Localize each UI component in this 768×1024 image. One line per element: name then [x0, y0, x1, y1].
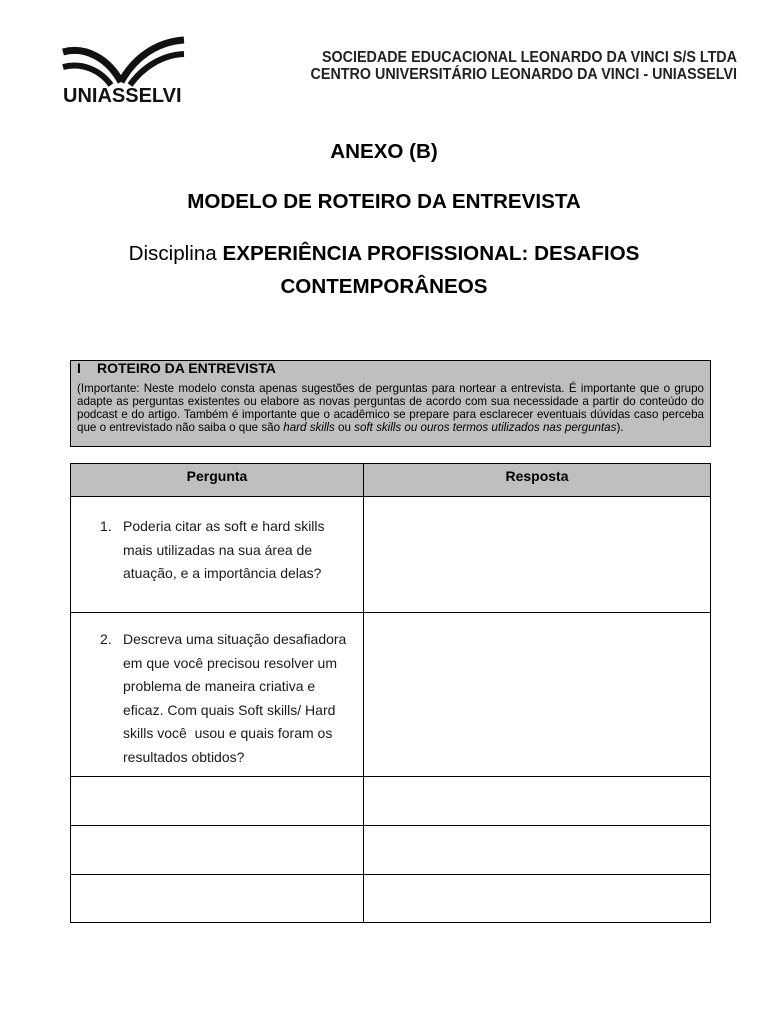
institution-name-line2: CENTRO UNIVERSITÁRIO LEONARDO DA VINCI - UNIASSELVI — [310, 66, 737, 83]
discipline-name: EXPERIÊNCIA PROFISSIONAL: DESAFIOS CONTEMPORÂNEOS — [222, 241, 640, 298]
note-italic-term: hard skills — [283, 420, 335, 434]
question-cell — [71, 497, 364, 613]
instructions-box — [70, 360, 711, 447]
note-text-part: ou — [334, 420, 355, 434]
question-cell — [71, 613, 364, 777]
question-text: Descreva uma situação desafiadora em que você precisou resolver um problema de maneira criativa e eficaz. Com quais Soft skills/ Hard skills você usou e quais foram os resultados obtidos? — [123, 631, 351, 765]
table-row — [71, 826, 711, 875]
answer-cell — [364, 613, 711, 777]
question-text: Poderia citar as soft e hard skills mais utilizadas na sua área de atuação, e a importância delas? — [123, 518, 329, 582]
answer-cell — [364, 875, 711, 923]
question-number: 1. — [100, 518, 112, 535]
note-text-part: (Importante: Neste modelo consta apenas sugestões de perguntas para nortear a entrevista. É importante que o grupo adapte as perguntas existentes ou elabore as novas perguntas de acordo com sua necessidade a partir do conteúdo do podcast e do artigo. Também é importante que o acadêmico se prepare para esclarecer eventuais dúvidas caso perceba que o entrevistado não saiba o que são — [77, 381, 704, 434]
table-row — [71, 777, 711, 826]
section-title: ROTEIRO DA ENTREVISTA — [97, 360, 276, 376]
table-row — [71, 875, 711, 923]
answer-cell — [364, 826, 711, 875]
table-row — [71, 613, 711, 777]
interview-table — [70, 463, 711, 923]
table-header-row — [71, 464, 711, 497]
question-cell — [71, 777, 364, 826]
instructions-note — [77, 382, 704, 434]
discipline-label: Disciplina — [128, 241, 217, 265]
note-text-part: ). — [616, 420, 624, 434]
institution-name-line1: SOCIEDADE EDUCACIONAL LEONARDO DA VINCI S/S LTDA — [321, 49, 737, 66]
answer-cell — [364, 777, 711, 826]
column-header-question: Pergunta — [71, 464, 364, 497]
logo-wordmark: UNIASSELVI — [63, 85, 182, 107]
table-row — [71, 497, 711, 613]
answer-cell — [364, 497, 711, 613]
document-title: MODELO DE ROTEIRO DA ENTREVISTA — [187, 190, 581, 213]
discipline-heading — [84, 237, 684, 303]
column-header-answer: Resposta — [364, 464, 711, 497]
institution-block — [257, 49, 737, 83]
section-heading — [77, 361, 704, 375]
section-number: I — [77, 360, 81, 376]
question-cell — [71, 826, 364, 875]
note-italic-term: soft skills ou ouros termos utilizados nas perguntas — [354, 420, 617, 434]
annex-label: ANEXO (B) — [330, 140, 438, 163]
question-number: 2. — [100, 631, 112, 648]
question-cell — [71, 875, 364, 923]
